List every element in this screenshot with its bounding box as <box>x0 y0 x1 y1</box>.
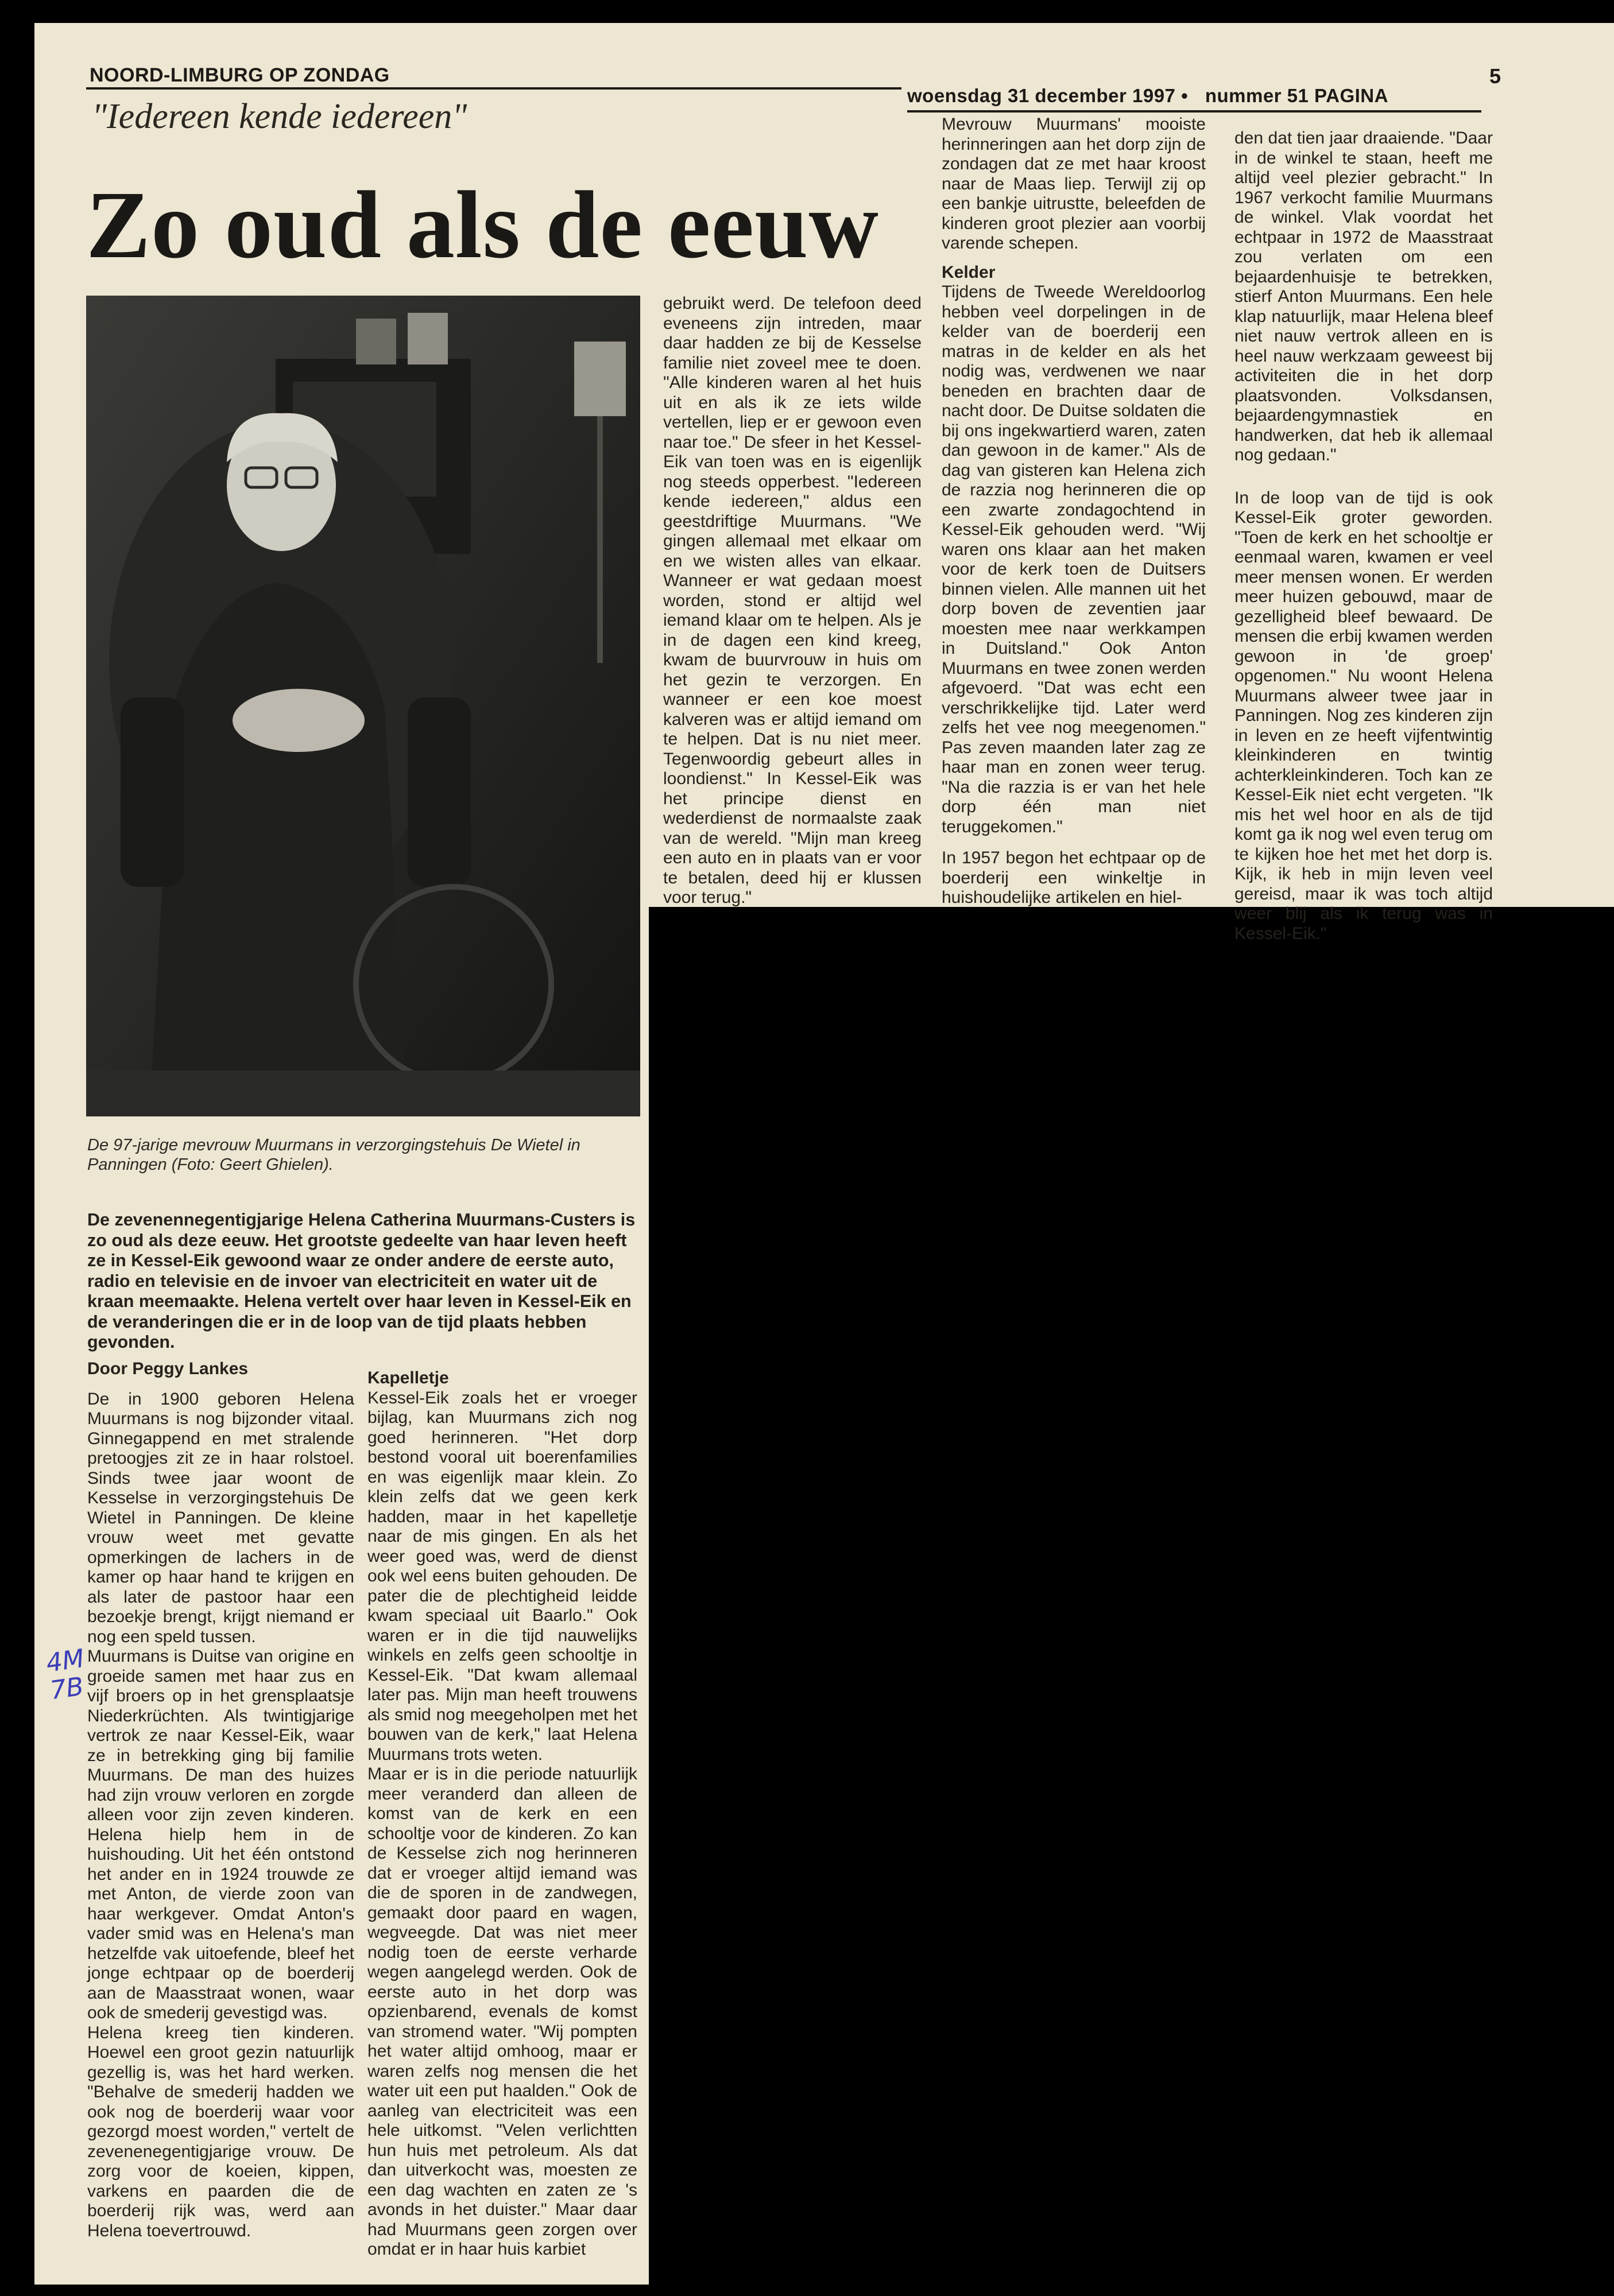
column-4 <box>942 115 1206 908</box>
subheading-kapelletje: Kapelletje <box>367 1368 449 1387</box>
article-kicker: "Iedereen kende iedereen" <box>92 97 467 136</box>
header-rule-left <box>86 87 901 90</box>
paragraph: Helena kreeg tien kinderen. Hoewel een groot gezin natuurlijk gezellig is, was het hard werken. "Behalve de smederij hadden we ook nog de boerderij waar voor gezorgd moest worden," vertelt de zevenenegentigjarige vrouw. De zorg voor de koeien, kippen, varkens en paarden die de boerderij rijk was, werd aan Helena toevertrouwd. <box>87 2023 354 2240</box>
paragraph: In de loop van de tijd is ook Kessel-Eik groter geworden. "Toen de kerk en het schooltje er eenmaal waren, kwamen er veel meer mensen wonen. Er werden meer huizen gebouwd, maar de gezelligheid bleef bewaard. De mensen die erbij kwamen werden gewoon in 'de groep' opgenomen." Nu woont Helena Muurmans alweer twee jaar in Panningen. Nog zes kinderen zijn in leven en ze heeft vijfentwintig kleinkinderen en twintig achterkleinkinderen. Toch kan ze Kessel-Eik niet echt vergeten. "Ik mis het wel hoor en als de tijd komt ga ik nog wel even terug om te kijken hoe het met het dorp is. Kijk, ik heb in mijn leven veel gereisd, maar ik was toch altijd weer blij als ik terug was in Kessel-Eik." <box>1234 488 1493 943</box>
subheading-kelder: Kelder <box>942 262 996 282</box>
paragraph: Maar er is in die periode natuurlijk meer veranderd dan alleen de komst van de kerk en een schooltje voor de kinderen. Zo kan de Kesselse zich nog herinneren dat er vroeger altijd iemand was die de sporen in de zandwegen, gemaakt door paard en wagen, wegveegde. Dat was niet meer nodig toen de eerste verharde wegen aangelegd werden. Ook de eerste auto in het dorp was opzienbarend, evenals de komst van stromend water. "Wij pompten het water altijd omhoog, maar er waren zelfs nog mensen die het water uit een put haalden." Ook de aanleg van electriciteit was een hele uitkomst. "Velen verlichtten hun huis met petroleum. Als dat dan uitverkocht was, moesten ze een dag wachten en zaten ze 's avonds in het duister." Maar daar had Muurmans geen zorgen over omdat er in haar huis karbiet <box>367 1764 637 2259</box>
paragraph: Mevrouw Muurmans' mooiste herinneringen aan het dorp zijn de zondagen dat ze met haar kroost naar de Maas liep. Terwijl zij op een bankje uitrustte, beleefden de kinderen groot plezier aan voorbij varende schepen. <box>942 115 1206 253</box>
article-headline: Zo oud als de eeuw <box>86 172 879 278</box>
paragraph: Tijdens de Tweede Wereldoorlog hebben veel dorpelingen in de kelder van de boerderij een matras in de kelder en als het nodig was, verdwenen we naar beneden en brachten daar de nacht door. De Duitse soldaten die bij ons ingekwartierd waren, zaten dan gewoon in de kamer." Als de dag van gisteren kan Helena zich de razzia nog herinneren die op een zwarte zondagochtend in Kessel-Eik gehouden werd. "Wij waren ons klaar aan het maken voor de kerk toen de Duitsers binnen vielen. Alle mannen uit het dorp boven de zeventien jaar moesten mee naar werkkampen in Duitsland." Ook Anton Muurmans en twee zonen werden afgevoerd. "Dat was echt een verschrikkelijke tijd. Later werd zelfs het vee nog meegenomen." Pas zeven maanden later zag ze haar man en zonen weer terug. "Na die razzia is er van het hele dorp één man niet teruggekomen." <box>942 282 1206 836</box>
paragraph: gebruikt werd. De telefoon deed eveneens zijn intreden, maar daar hadden ze bij de Kesselse familie niet zoveel mee te doen. "Alle kinderen waren al het huis uit en als ik ze iets wilde vertellen, liep er er gewoon even naar toe." De sfeer in het Kessel-Eik van toen was en is eigenlijk nog steeds opperbest. "Iedereen kende iedereen," aldus een geestdriftige Muurmans. "We gingen allemaal met elkaar om en we wisten alles van elkaar. Wanneer er wat gedaan moest worden, stond er altijd wel iemand klaar om te helpen. Als je in de dagen een kind kreeg, kwam de buurvrouw in huis om het gezin te verzorgen. En wanneer er een koe moest kalveren was er altijd iemand om te helpen. Dat is nu niet meer. Tegenwoordig gebeurt alles in loondienst." In Kessel-Eik was het principe dienst en wederdienst de normaalste zaak van de wereld. "Mijn man kreeg een auto en in plaats van er voor te betalen, deed hij er klussen voor terug." <box>663 294 922 907</box>
issue-info <box>907 85 1388 107</box>
article-intro: De zevenennegentigjarige Helena Catherina Muurmans-Custers is zo oud als deze eeuw. Het grootste gedeelte van haar leven heeft ze in Kessel-Eik gewoond waar ze onder andere de eerste auto, radio en televisie en de invoer van electriciteit en water uit de kraan meemaakte. Helena vertelt over haar leven in Kessel-Eik en de veranderingen die er in de loop van de tijd plaats hebben gevonden. <box>87 1210 636 1352</box>
portrait-photo <box>86 296 640 1116</box>
byline: Door Peggy Lankes <box>87 1359 249 1378</box>
column-3 <box>663 294 922 908</box>
column-2 <box>367 1368 637 2260</box>
issue-date: woensdag 31 december 1997 <box>907 85 1176 106</box>
paragraph: den dat tien jaar draaiende. "Daar in de winkel te staan, heeft me altijd veel plezier gebracht." In 1967 verkocht familie Muurmans de winkel. Vlak voordat het echtpaar in 1972 de Maasstraat zou verlaten om een bejaardenhuisje te betrekken, stierf Anton Muurmans. Een hele klap natuurlijk, maar Helena bleef niet nauw vertrok alleen en is heel nauw werkzaam geweest bij activiteiten die in het dorp plaatsvonden. Volksdansen, bejaardengymnastiek en handwerken, dat heb ik allemaal nog gedaan." <box>1234 129 1493 464</box>
issue-bullet: • <box>1181 85 1189 106</box>
header-rule-right <box>907 110 1481 113</box>
paragraph: Muurmans is Duitse van origine en groeide samen met haar zus en vijf broers op in het grensplaatsje Niederkrüchten. Als twintigjarige vertrok ze naar Kessel-Eik, waar ze in betrekking ging bij familie Muurmans. De man des huizes had zijn vrouw verloren en zorgde alleen voor zijn zeven kinderen. Helena hielp hem in de huishouding. Uit het één ontstond het ander en in 1924 trouwde ze met Anton, de vierde zoon van haar werkgever. Omdat Anton's vader smid was en Helena's man hetzelfde vak uitoefende, bleef het jonge echtpaar op de boerderij aan de Maasstraat wonen, waar ook de smederij gevestigd was. <box>87 1647 354 2022</box>
column-1 <box>87 1359 354 2241</box>
paragraph: De in 1900 geboren Helena Muurmans is nog bijzonder vitaal. Ginnegappend en met stralende pretoogjes zit ze in haar rolstoel. Sinds twee jaar woont de Kesselse in verzorgingstehuis De Wietel in Panningen. De kleine vrouw weet met gevatte opmerkingen de lachers in de kamer op haar hand te krijgen en als later de pastoor haar een bezoekje brengt, krijgt niemand er nog een speld tussen. <box>87 1389 354 1646</box>
publication-name: NOORD-LIMBURG OP ZONDAG <box>90 64 390 86</box>
photo-caption: De 97-jarige mevrouw Muurmans in verzorgingstehuis De Wietel in Panningen (Foto: Geert Ghielen). <box>87 1136 580 1174</box>
handwritten-margin-note: 4M 7B <box>44 1643 86 1706</box>
paragraph: Kessel-Eik zoals het er vroeger bijlag, kan Muurmans zich nog goed herinneren. "Het dorp bestond vooral uit boerenfamilies en was eigenlijk maar klein. Zo klein zelfs dat we geen kerk hadden, maar in het kapelletje naar de mis gingen. En als het weer goed was, werd de dienst ook wel eens buiten gehouden. De pater die de plechtigheid leidde kwam speciaal uit Baarlo." Ook waren er in die tijd nauwelijks winkels en zelfs geen schooltje in Kessel-Eik. "Dat kwam allemaal later pas. Mijn man heeft trouwens als smid nog meegeholpen met het bouwen van de kerk," laat Helena Muurmans trots weten. <box>367 1388 637 1764</box>
paragraph: In 1957 begon het echtpaar op de boerderij een winkeltje in huishoudelijke artikelen en hiel- <box>942 848 1206 907</box>
issue-number: nummer 51 PAGINA <box>1205 85 1388 106</box>
page-number: 5 <box>1489 64 1501 88</box>
article-photo <box>86 296 640 1116</box>
column-5 <box>1234 129 1493 944</box>
